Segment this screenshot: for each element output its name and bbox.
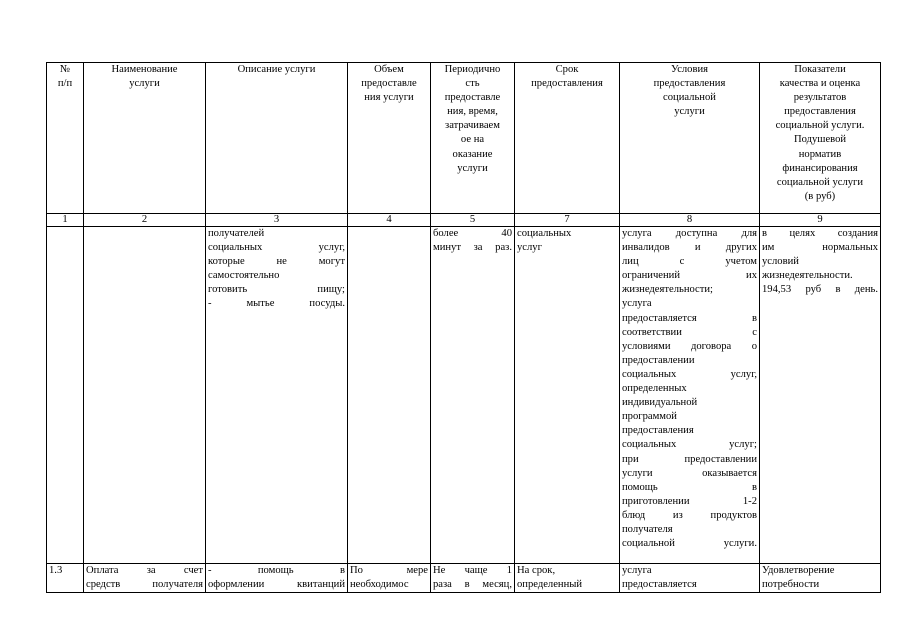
- text-line: социальной услуги.: [622, 538, 757, 550]
- text-line: услуга доступна для: [622, 228, 757, 239]
- text-line: Наименование: [111, 64, 178, 75]
- text-line: инвалидов и других: [622, 242, 757, 254]
- table-row: [47, 227, 881, 564]
- text-line: услуги: [457, 162, 488, 174]
- column-number: 4: [348, 214, 431, 227]
- column-number: 3: [206, 214, 348, 227]
- text-line: лиц с учетом: [622, 256, 757, 268]
- text-line: более 40: [433, 228, 512, 239]
- header-cell-name: [84, 63, 206, 214]
- text-line: получателей: [208, 228, 265, 239]
- header-cell-conditions: [620, 63, 760, 214]
- text-line: социальной: [663, 92, 716, 104]
- text-line: Показатели: [794, 64, 846, 75]
- text-line: предоставления: [622, 425, 694, 437]
- text-line: услуги: [674, 106, 705, 118]
- text-line: определенных: [622, 383, 687, 395]
- row-number-cell: [47, 227, 84, 564]
- service-conditions-cell: [620, 227, 760, 564]
- service-term-cell: [515, 227, 620, 564]
- text-line: предоставлении: [622, 354, 695, 366]
- text-line: условиями договора о: [622, 340, 757, 352]
- text-line: услуги оказывается: [622, 467, 757, 479]
- text-line: №: [59, 64, 71, 75]
- text-line: услуг: [517, 242, 542, 254]
- text-line: Периодично: [444, 64, 501, 75]
- text-line: социальных услуг,: [208, 242, 345, 254]
- service-name-cell: [84, 564, 206, 593]
- text-line: предоставления: [784, 106, 856, 118]
- text-line: Срок: [555, 64, 579, 75]
- text-line: раза в месяц,: [433, 579, 512, 591]
- text-line: получателя: [622, 523, 673, 535]
- text-line: условий: [762, 256, 799, 268]
- table-row: [47, 564, 881, 593]
- text-line: потребности: [762, 579, 820, 591]
- service-conditions-cell: [620, 564, 760, 593]
- text-line: финансирования: [782, 162, 858, 174]
- text-line: готовить пищу;: [208, 284, 345, 296]
- text-line: Не чаще 1: [433, 565, 512, 576]
- text-line: предоставления: [653, 78, 726, 90]
- service-name-cell: [84, 227, 206, 564]
- text-line: - помощь в: [208, 565, 345, 576]
- service-description-cell: [206, 227, 348, 564]
- row-number-cell: 1.3: [47, 564, 84, 593]
- text-line: оформлении квитанций: [208, 579, 345, 591]
- text-line: социальной услуги: [776, 176, 864, 188]
- column-number: 8: [620, 214, 760, 227]
- text-line: минут за раз.: [433, 242, 512, 254]
- text-line: ния услуги: [364, 92, 414, 104]
- text-line: Подушевой: [793, 134, 847, 146]
- text-line: им нормальных: [762, 242, 878, 254]
- service-description-cell: [206, 564, 348, 593]
- service-indicators-cell: [760, 227, 881, 564]
- text-line: необходимос: [350, 579, 409, 591]
- text-line: предоставляется: [622, 579, 697, 591]
- text-line: предоставления: [531, 78, 603, 90]
- text-line: По мере: [350, 565, 428, 576]
- text-line: предоставляется в: [622, 312, 757, 324]
- text-line: Удовлетворение: [762, 565, 835, 576]
- text-line: результатов: [793, 92, 847, 104]
- service-periodicity-cell: [431, 227, 515, 564]
- service-term-cell: [515, 564, 620, 593]
- text-line: жизнедеятельности.: [762, 270, 853, 282]
- service-periodicity-cell: [431, 564, 515, 593]
- text-line: норматив: [798, 148, 842, 160]
- text-line: социальной услуги.: [775, 120, 865, 132]
- text-line: ое на: [460, 134, 485, 146]
- header-cell-number: [47, 63, 84, 214]
- text-line: Оплата за счет: [86, 565, 203, 576]
- text-line: Условия: [670, 64, 709, 75]
- service-volume-cell: [348, 227, 431, 564]
- text-line: услуга: [622, 298, 652, 310]
- column-number: 5: [431, 214, 515, 227]
- text-line: предоставле: [361, 78, 417, 90]
- column-number: 7: [515, 214, 620, 227]
- text-line: - мытье посуды.: [208, 298, 345, 310]
- text-line: самостоятельно: [208, 270, 280, 282]
- column-number-row: [47, 214, 881, 227]
- text-line: предоставле: [444, 92, 501, 104]
- text-line: блюд из продуктов: [622, 509, 757, 521]
- text-line: На срок,: [517, 565, 556, 576]
- header-cell-description: Описание услуги: [206, 63, 348, 214]
- text-line: приготовлении 1-2: [622, 495, 757, 507]
- text-line: Объем: [374, 64, 404, 75]
- text-line: качества и оценка: [779, 78, 861, 90]
- text-line: социальных услуг,: [622, 368, 757, 380]
- text-line: соответствии с: [622, 326, 757, 338]
- header-cell-indicators: [760, 63, 881, 214]
- text-line: 194,53 руб в день.: [762, 284, 878, 296]
- text-line: (в руб): [804, 190, 836, 202]
- text-line: ния, время,: [447, 106, 498, 118]
- column-number: 9: [760, 214, 881, 227]
- text-line: жизнедеятельности;: [622, 284, 713, 296]
- text-line: оказание: [452, 148, 493, 160]
- text-line: программой: [622, 411, 677, 423]
- text-line: п/п: [57, 78, 73, 90]
- text-line: при предоставлении: [622, 453, 757, 465]
- text-line: помощь в: [622, 481, 757, 493]
- text-line: определенный: [517, 579, 583, 591]
- text-line: услуги: [129, 78, 160, 90]
- service-indicators-cell: [760, 564, 881, 593]
- text-line: средств получателя: [86, 579, 203, 591]
- column-number: 1: [47, 214, 84, 227]
- header-cell-volume: [348, 63, 431, 214]
- text-line: услуга: [622, 565, 652, 576]
- text-line: в целях создания: [762, 228, 878, 239]
- text-line: которые не могут: [208, 256, 345, 268]
- text-line: сть: [465, 78, 480, 90]
- header-cell-term: [515, 63, 620, 214]
- service-volume-cell: [348, 564, 431, 593]
- text-line: ограничений их: [622, 270, 757, 282]
- text-line: социальных услуг;: [622, 439, 757, 451]
- text-line: индивидуальной: [622, 397, 698, 409]
- header-row: [47, 63, 881, 214]
- text-line: социальных: [517, 228, 572, 239]
- services-table: [46, 62, 881, 593]
- column-number: 2: [84, 214, 206, 227]
- text-line: затрачиваем: [445, 120, 500, 132]
- header-cell-periodicity: [431, 63, 515, 214]
